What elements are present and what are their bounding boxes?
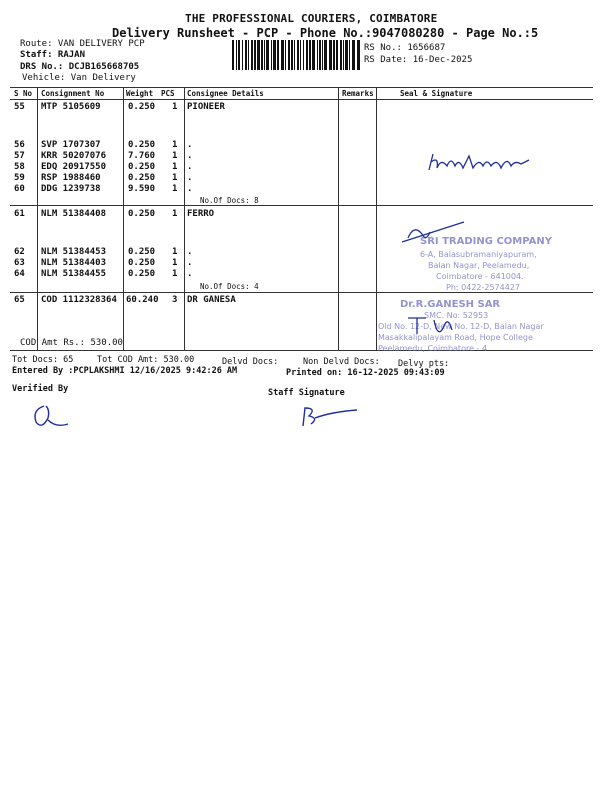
verified-by-label: Verified By bbox=[12, 384, 69, 394]
consignment-no: EDQ 20917550 bbox=[41, 162, 107, 172]
consignee: . bbox=[187, 151, 193, 161]
pcs: 1 bbox=[172, 173, 178, 183]
weight: 7.760 bbox=[128, 151, 156, 161]
consignee: . bbox=[187, 140, 193, 150]
col-weight: Weight bbox=[126, 89, 154, 98]
weight: 0.250 bbox=[128, 173, 156, 183]
sno: 56 bbox=[14, 140, 25, 150]
sno: 60 bbox=[14, 184, 25, 194]
drs-no: DRS No.: DCJB165668705 bbox=[20, 62, 140, 72]
consignment-no: MTP 5105609 bbox=[41, 102, 101, 112]
handwritten-initials bbox=[400, 218, 470, 248]
pcs: 1 bbox=[172, 209, 178, 219]
pcs: 1 bbox=[172, 102, 178, 112]
route: Route: VAN DELIVERY PCP bbox=[20, 39, 145, 49]
sno: 57 bbox=[14, 151, 25, 161]
handwritten-initials bbox=[404, 312, 464, 342]
no-of-docs: No.Of Docs: 4 bbox=[200, 282, 259, 291]
pcs: 1 bbox=[172, 162, 178, 172]
staff: Staff: RAJAN bbox=[20, 50, 86, 60]
weight: 0.250 bbox=[128, 140, 156, 150]
no-of-docs: No.Of Docs: 8 bbox=[200, 196, 259, 205]
weight: 60.240 bbox=[126, 295, 159, 305]
weight: 9.590 bbox=[128, 184, 156, 194]
delivered-docs: Delvd Docs: bbox=[222, 357, 279, 367]
sno: 62 bbox=[14, 247, 25, 257]
staff-signature-label: Staff Signature bbox=[268, 388, 345, 398]
sno: 64 bbox=[14, 269, 25, 279]
weight: 0.250 bbox=[128, 102, 156, 112]
pcs: 1 bbox=[172, 258, 178, 268]
weight: 0.250 bbox=[128, 269, 156, 279]
weight: 0.250 bbox=[128, 247, 156, 257]
pcs: 1 bbox=[172, 151, 178, 161]
non-delivered-docs: Non Delvd Docs: bbox=[303, 357, 380, 367]
pcs: 1 bbox=[172, 184, 178, 194]
barcode-image bbox=[232, 40, 360, 70]
col-pcs: PCS bbox=[161, 89, 175, 98]
consignee: . bbox=[187, 184, 193, 194]
weight: 0.250 bbox=[128, 209, 156, 219]
weight: 0.250 bbox=[128, 162, 156, 172]
consignment-no: DDG 1239738 bbox=[41, 184, 101, 194]
verifier-signature bbox=[30, 402, 75, 430]
col-seal: Seal & Signature bbox=[400, 89, 473, 98]
rs-date: RS Date: 16-Dec-2025 bbox=[364, 55, 473, 65]
total-docs: Tot Docs: 65 bbox=[12, 355, 74, 365]
delivery-points: Delvy pts: bbox=[398, 359, 450, 369]
consignee: FERRO bbox=[187, 209, 215, 219]
consignment-no: NLM 51384453 bbox=[41, 247, 107, 257]
col-sno: S No bbox=[14, 89, 33, 98]
runsheet-title: Delivery Runsheet - PCP - Phone No.:9047080280 - Page No.:5 bbox=[112, 26, 539, 40]
pcs: 1 bbox=[172, 247, 178, 257]
sno: 65 bbox=[14, 295, 25, 305]
rs-no: RS No.: 1656687 bbox=[364, 43, 446, 53]
consignee: . bbox=[187, 162, 193, 172]
company-title: THE PROFESSIONAL COURIERS, COIMBATORE bbox=[185, 12, 438, 25]
col-consignment: Consignment No bbox=[41, 89, 105, 98]
consignee: DR GANESA bbox=[187, 295, 236, 305]
sno: 58 bbox=[14, 162, 25, 172]
sno: 63 bbox=[14, 258, 25, 268]
pcs: 1 bbox=[172, 269, 178, 279]
consignment-no: SVP 1707307 bbox=[41, 140, 101, 150]
handwritten-signature bbox=[425, 150, 545, 180]
pcs: 1 bbox=[172, 140, 178, 150]
consignee: PIONEER bbox=[187, 102, 225, 112]
consignment-no: KRR 50207076 bbox=[41, 151, 107, 161]
consignee: . bbox=[187, 258, 193, 268]
sno: 61 bbox=[14, 209, 25, 219]
consignment-no: NLM 51384455 bbox=[41, 269, 107, 279]
consignee: . bbox=[187, 269, 193, 279]
consignee: . bbox=[187, 173, 193, 183]
col-consignee: Consignee Details bbox=[187, 89, 264, 98]
weight: 0.250 bbox=[128, 258, 156, 268]
sno: 59 bbox=[14, 173, 25, 183]
consignment-no: COD 1112328364 bbox=[41, 295, 117, 305]
col-remarks: Remarks bbox=[342, 89, 374, 98]
vehicle: Vehicle: Van Delivery bbox=[22, 73, 136, 83]
consignee: . bbox=[187, 247, 193, 257]
total-cod: Tot COD Amt: 530.00 bbox=[97, 355, 195, 365]
printed-on: Printed on: 16-12-2025 09:43:09 bbox=[286, 368, 445, 378]
consignment-no: RSP 1988460 bbox=[41, 173, 101, 183]
consignment-no: NLM 51384408 bbox=[41, 209, 107, 219]
sno: 55 bbox=[14, 102, 25, 112]
consignment-no: NLM 51384403 bbox=[41, 258, 107, 268]
pcs: 3 bbox=[172, 295, 178, 305]
entered-by: Entered By :PCPLAKSHMI 12/16/2025 9:42:26 AM bbox=[12, 366, 238, 376]
staff-signature bbox=[295, 402, 365, 430]
cod-amount: COD Amt Rs.: 530.00 bbox=[20, 338, 123, 348]
